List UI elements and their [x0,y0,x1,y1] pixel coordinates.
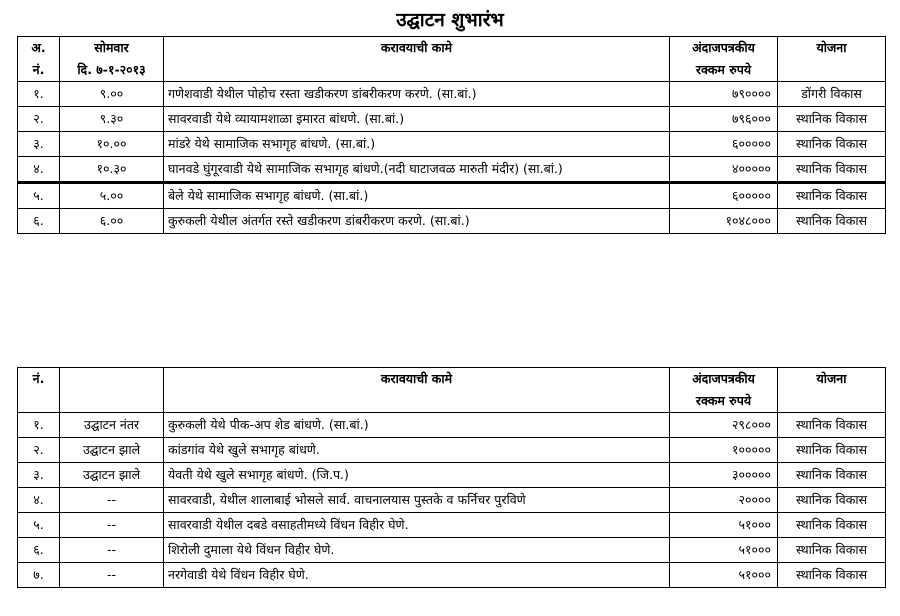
header-amount-line2: रक्कम रुपये [695,62,752,77]
cell-status: -- [60,488,164,513]
cell-status: उद्घाटन झाले [60,438,164,463]
cell-work: येवती येथे खुले सभागृह बांधणे. (जि.प.) [164,463,670,488]
header-work: करावयाची कामे [164,37,670,82]
table-row [18,209,886,234]
header-work: करावयाची कामे [164,368,670,413]
table-row [18,132,886,157]
cell-status: -- [60,513,164,538]
cell-serial: ३. [18,132,60,157]
table-row [18,82,886,107]
cell-scheme: स्थानिक विकास [778,513,886,538]
cell-work: गणेशवाडी येथील पोहोच रस्ता खडीकरण डांबरीकरण करणे. (सा.बां.) [164,82,670,107]
cell-time: ९.०० [60,82,164,107]
header-scheme: योजना [778,37,886,82]
table-row [18,463,886,488]
table-row [18,413,886,438]
cell-amount: ५१००० [670,513,778,538]
cell-work: शिरोली दुमाला येथे विंधन विहीर घेणे. [164,538,670,563]
cell-scheme: स्थानिक विकास [778,107,886,132]
cell-scheme: स्थानिक विकास [778,563,886,588]
table-row [18,157,886,183]
cell-amount: १००००० [670,438,778,463]
cell-time: ६.०० [60,209,164,234]
works-status-table [17,367,886,588]
table-row [18,183,886,209]
table-row [18,563,886,588]
cell-serial: ६. [18,209,60,234]
cell-work: घानवडे घुंगूरवाडी येथे सामाजिक सभागृह बांधणे.(नदी घाटाजवळ मारुती मंदीर) (सा.बां.) [164,157,670,183]
table-row [18,513,886,538]
cell-work: मांडरे येथे सामाजिक सभागृह बांधणे. (सा.बां.) [164,132,670,157]
header-serial: नं. [18,368,60,413]
header-status [60,368,164,413]
cell-serial: २. [18,438,60,463]
cell-work: कुरुकली येथे पीक-अप शेड बांधणे. (सा.बां.) [164,413,670,438]
cell-work: बेले येथे सामाजिक सभागृह बांधणे. (सा.बां.) [164,183,670,209]
cell-serial: ४. [18,157,60,183]
cell-time: ९.३० [60,107,164,132]
cell-amount: ७९०००० [670,82,778,107]
cell-serial: ५. [18,513,60,538]
table-row [18,438,886,463]
cell-serial: ५. [18,183,60,209]
inauguration-schedule-table [17,36,886,234]
cell-scheme: स्थानिक विकास [778,463,886,488]
cell-amount: ६००००० [670,183,778,209]
cell-amount: ६००००० [670,132,778,157]
cell-serial: ७. [18,563,60,588]
cell-amount: २०००० [670,488,778,513]
cell-work: सावरवाडी येथे व्यायामशाळा इमारत बांधणे. (सा.बां.) [164,107,670,132]
cell-status: उद्घाटन झाले [60,463,164,488]
cell-amount: ४००००० [670,157,778,183]
cell-status: -- [60,563,164,588]
header-amount-line2: रक्कम रुपये [695,393,752,408]
cell-serial: १. [18,413,60,438]
cell-amount: ५१००० [670,538,778,563]
cell-scheme: स्थानिक विकास [778,209,886,234]
cell-work: कुरुकली येथील अंतर्गत रस्ते खडीकरण डांबरीकरण करणे. (सा.बां.) [164,209,670,234]
table-row [18,107,886,132]
header-amount [670,37,778,82]
cell-time: ५.०० [60,183,164,209]
header-amount-line1: अंदाजपत्रकीय [692,40,755,55]
header-date-line1: सोमवार [94,40,129,55]
table-row [18,538,886,563]
header-date [60,37,164,82]
cell-scheme: स्थानिक विकास [778,157,886,183]
cell-scheme: स्थानिक विकास [778,132,886,157]
cell-serial: ४. [18,488,60,513]
header-serial-line1: अ. [31,40,46,55]
cell-time: १०.३० [60,157,164,183]
cell-scheme: स्थानिक विकास [778,183,886,209]
table-header-row [18,37,886,82]
cell-work: नरगेवाडी येथे विंधन विहीर घेणे. [164,563,670,588]
table-row [18,488,886,513]
cell-scheme: स्थानिक विकास [778,488,886,513]
header-date-line2: दि. ७-१-२०१३ [77,62,146,77]
cell-scheme: डोंगरी विकास [778,82,886,107]
page-title: उद्घाटन शुभारंभ [396,9,504,31]
cell-amount: ७९६००० [670,107,778,132]
cell-scheme: स्थानिक विकास [778,438,886,463]
cell-work: कांडगांव येथे खुले सभागृह बांधणे. [164,438,670,463]
table-header-row [18,368,886,413]
header-scheme: योजना [778,368,886,413]
cell-status: -- [60,538,164,563]
cell-amount: १०४८००० [670,209,778,234]
cell-serial: १. [18,82,60,107]
cell-serial: ६. [18,538,60,563]
cell-work: सावरवाडी येथील दबडे वसाहतीमध्ये विंधन विहीर घेणे. [164,513,670,538]
cell-scheme: स्थानिक विकास [778,538,886,563]
header-serial-line2: नं. [32,62,45,77]
cell-status: उद्घाटन नंतर [60,413,164,438]
cell-scheme: स्थानिक विकास [778,413,886,438]
header-amount [670,368,778,413]
cell-time: १०.०० [60,132,164,157]
header-serial [18,37,60,82]
header-amount-line1: अंदाजपत्रकीय [692,371,755,386]
cell-serial: ३. [18,463,60,488]
cell-serial: २. [18,107,60,132]
cell-amount: ५१००० [670,563,778,588]
cell-amount: ३००००० [670,463,778,488]
cell-work: सावरवाडी, येथील शालाबाई भोसले सार्व. वाचनालयास पुस्तके व फर्निचर पुरविणे [164,488,670,513]
cell-amount: २९८००० [670,413,778,438]
